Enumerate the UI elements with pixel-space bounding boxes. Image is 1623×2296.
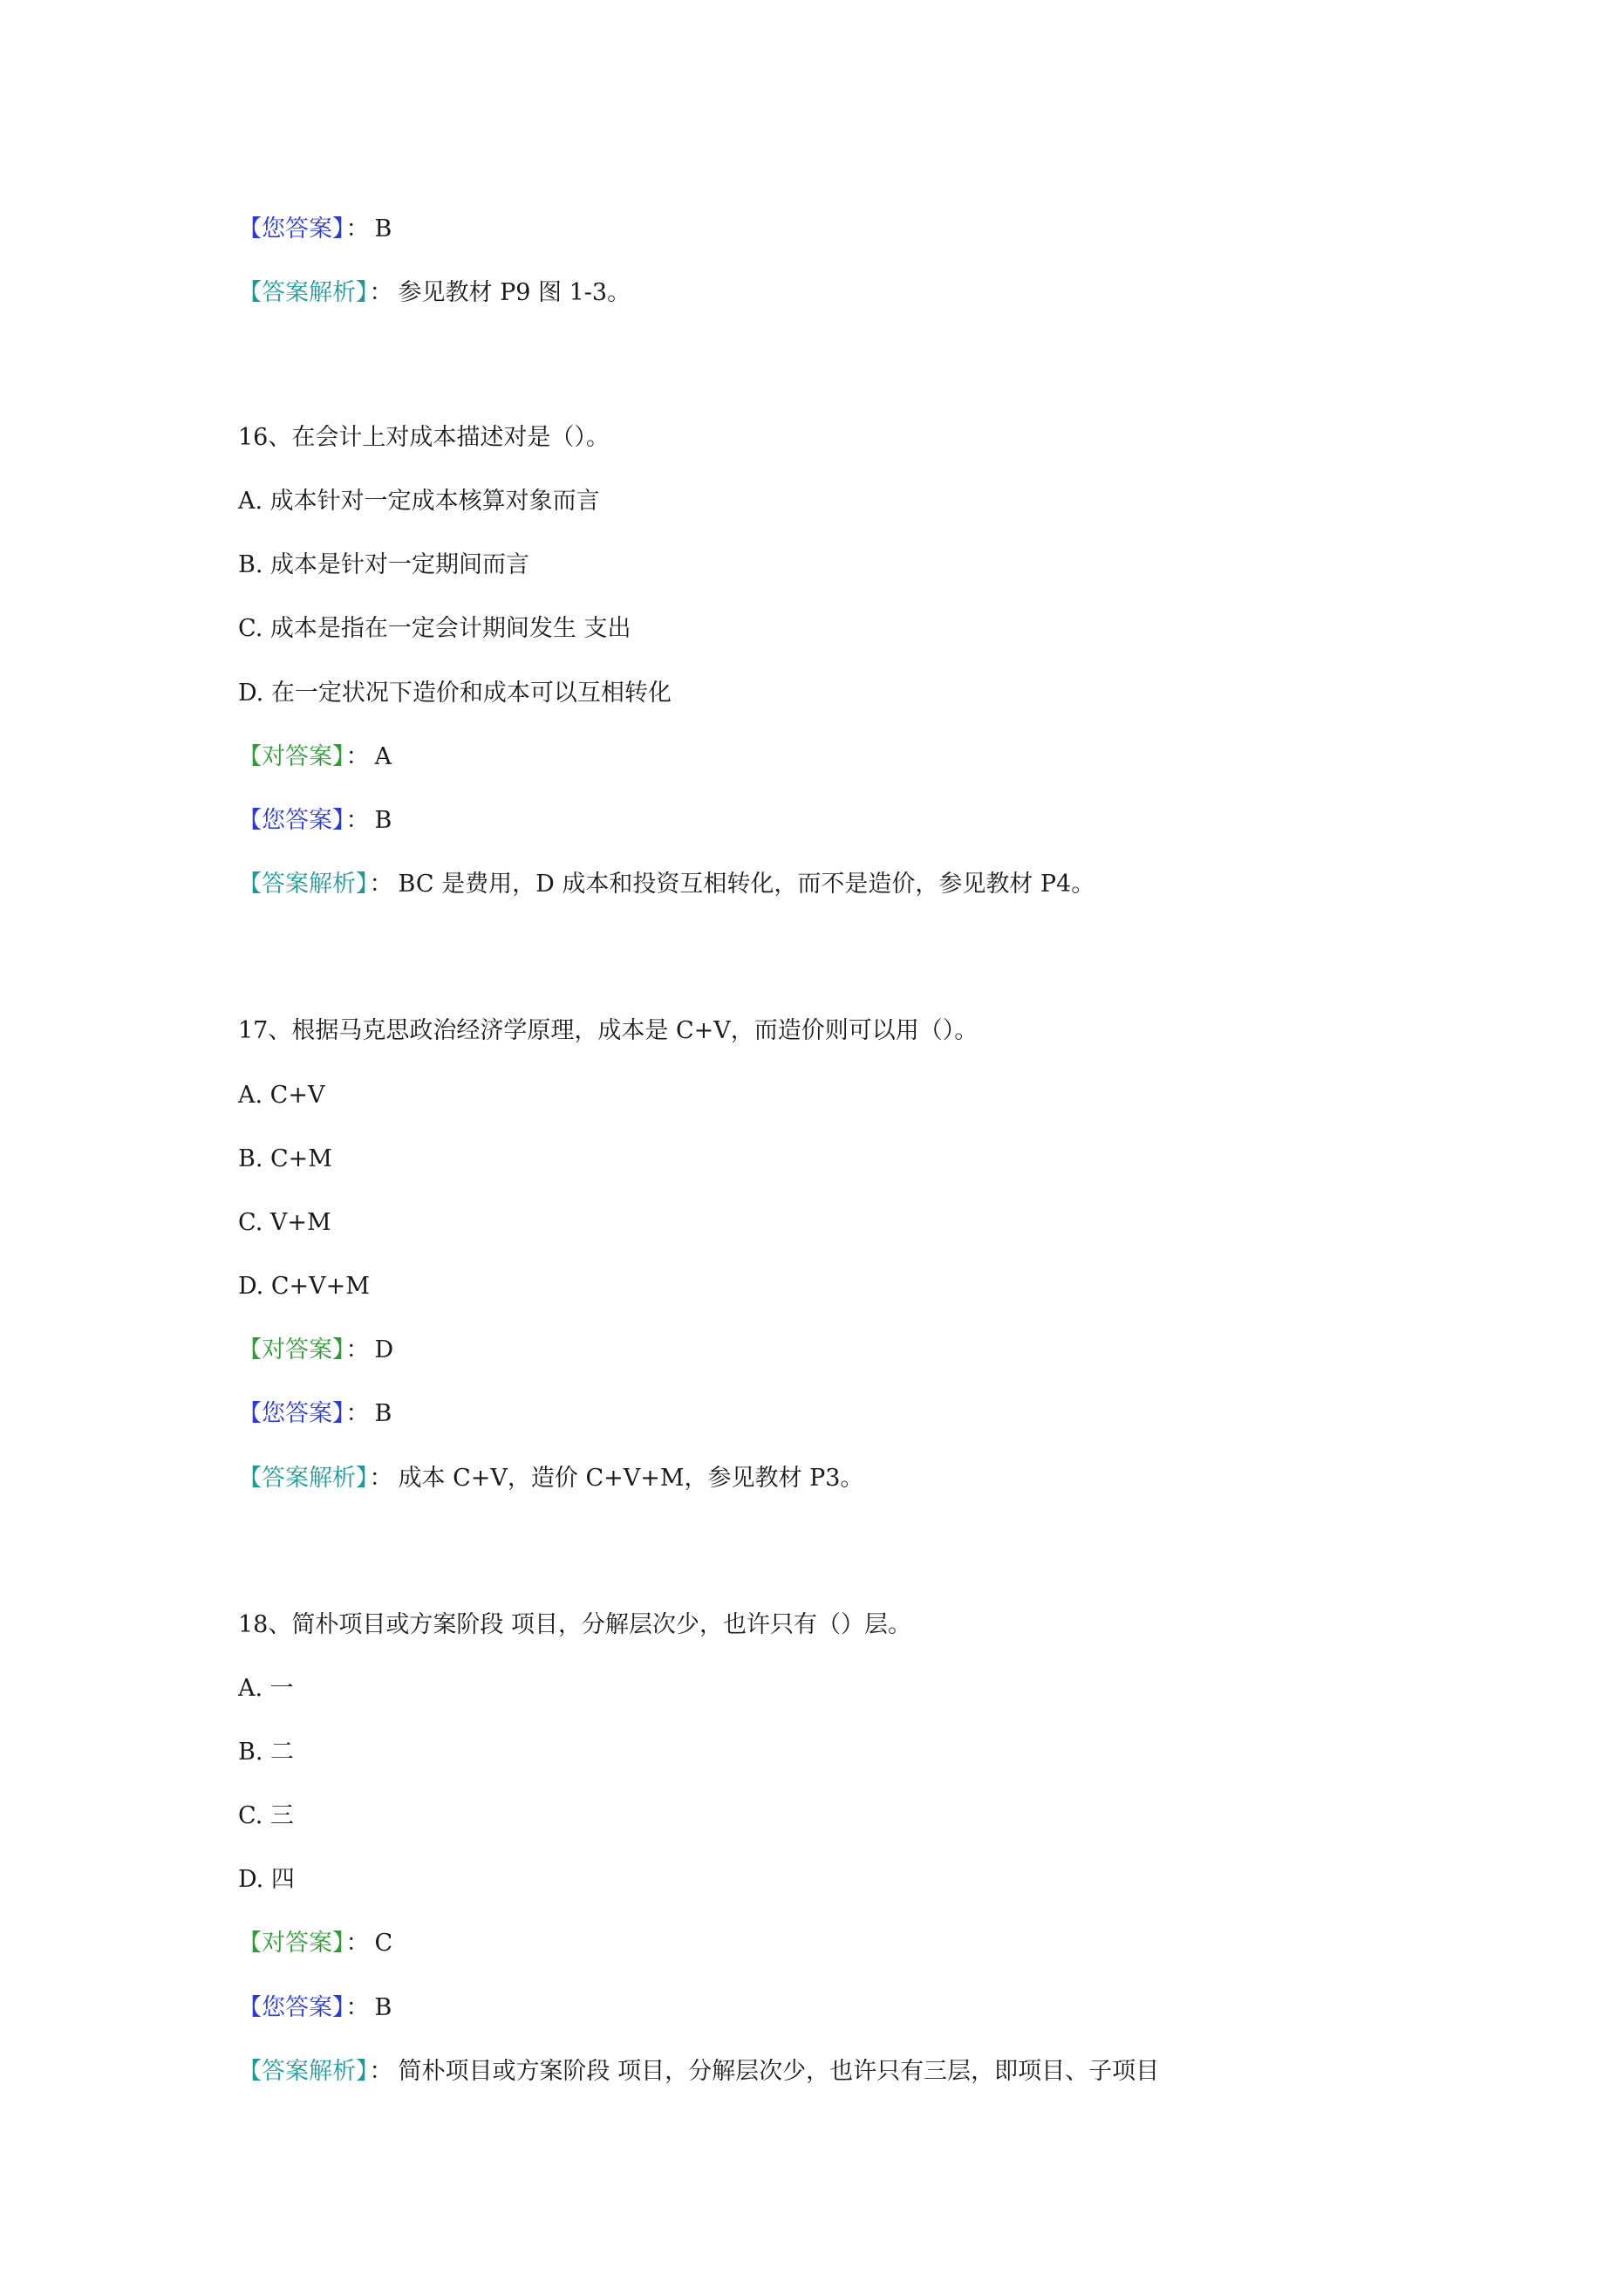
option-c: C. V+M: [238, 1209, 331, 1236]
analysis-line: [238, 2056, 1159, 2088]
correct-answer-line: [238, 1928, 392, 1959]
option-d: D. 四: [238, 1866, 295, 1893]
your-answer-line: [238, 805, 392, 837]
your-answer-value: B: [374, 1400, 392, 1427]
correct-answer-tag: 【对答案】: [238, 743, 344, 770]
option-d: D. 在一定状况下造价和成本可以互相转化: [238, 680, 672, 707]
analysis-tag: 【答案解析】: [238, 871, 368, 898]
analysis-text: BC 是费用，D 成本和投资互相转化，而不是造价，参见教材 P4。: [398, 871, 1095, 898]
your-answer-value: B: [374, 215, 392, 243]
option-b: B. C+M: [238, 1145, 332, 1172]
your-answer-line: [238, 1992, 392, 2024]
analysis-tag: 【答案解析】: [238, 1465, 368, 1492]
separator: ：: [345, 743, 370, 770]
correct-answer-value: D: [374, 1336, 394, 1363]
correct-answer-line: [238, 1335, 393, 1366]
option-b: B. 成本是针对一定期间而言: [238, 551, 530, 578]
separator: ：: [345, 1994, 370, 2021]
option-d: D. C+V+M: [238, 1273, 370, 1300]
option-a: A. C+V: [238, 1082, 325, 1109]
analysis-line: [238, 869, 1095, 900]
separator: ：: [345, 215, 370, 243]
analysis-tag: 【答案解析】: [238, 2058, 368, 2085]
correct-answer-value: A: [374, 743, 392, 770]
question-stem: 18、简朴项目或方案阶段 项目，分解层次少，也许只有（）层。: [238, 1611, 911, 1638]
question-stem: 17、根据马克思政治经济学原理，成本是 C+V，而造价则可以用（）。: [238, 1017, 979, 1044]
option-a: A. 成本针对一定成本核算对象而言: [238, 488, 600, 515]
your-answer-tag: 【您答案】: [238, 1994, 344, 2021]
your-answer-line: [238, 214, 392, 245]
your-answer-line: [238, 1398, 392, 1430]
separator: ：: [345, 807, 370, 834]
your-answer-tag: 【您答案】: [238, 1400, 344, 1427]
separator: ：: [369, 2058, 393, 2085]
question-stem: 16、在会计上对成本描述对是（）。: [238, 424, 610, 451]
analysis-line: [238, 1463, 863, 1494]
option-a: A. 一: [238, 1675, 294, 1702]
separator: ：: [345, 1336, 370, 1363]
option-c: C. 三: [238, 1802, 294, 1829]
separator: ：: [345, 1930, 370, 1957]
analysis-line: [238, 277, 631, 309]
your-answer-value: B: [374, 1994, 392, 2021]
option-c: C. 成本是指在一定会计期间发生 支出: [238, 615, 631, 642]
correct-answer-tag: 【对答案】: [238, 1336, 344, 1363]
separator: ：: [345, 1400, 370, 1427]
correct-answer-tag: 【对答案】: [238, 1930, 344, 1957]
correct-answer-line: [238, 741, 392, 773]
separator: ：: [369, 871, 393, 898]
separator: ：: [369, 279, 393, 306]
analysis-tag: 【答案解析】: [238, 279, 368, 306]
separator: ：: [369, 1465, 393, 1492]
analysis-text: 参见教材 P9 图 1-3。: [398, 279, 631, 306]
analysis-text: 简朴项目或方案阶段 项目，分解层次少，也许只有三层，即项目、子项目: [398, 2058, 1160, 2085]
correct-answer-value: C: [374, 1930, 393, 1957]
your-answer-tag: 【您答案】: [238, 215, 344, 243]
option-b: B. 二: [238, 1739, 295, 1766]
your-answer-value: B: [374, 807, 392, 834]
analysis-text: 成本 C+V，造价 C+V+M，参见教材 P3。: [398, 1465, 864, 1492]
your-answer-tag: 【您答案】: [238, 807, 344, 834]
